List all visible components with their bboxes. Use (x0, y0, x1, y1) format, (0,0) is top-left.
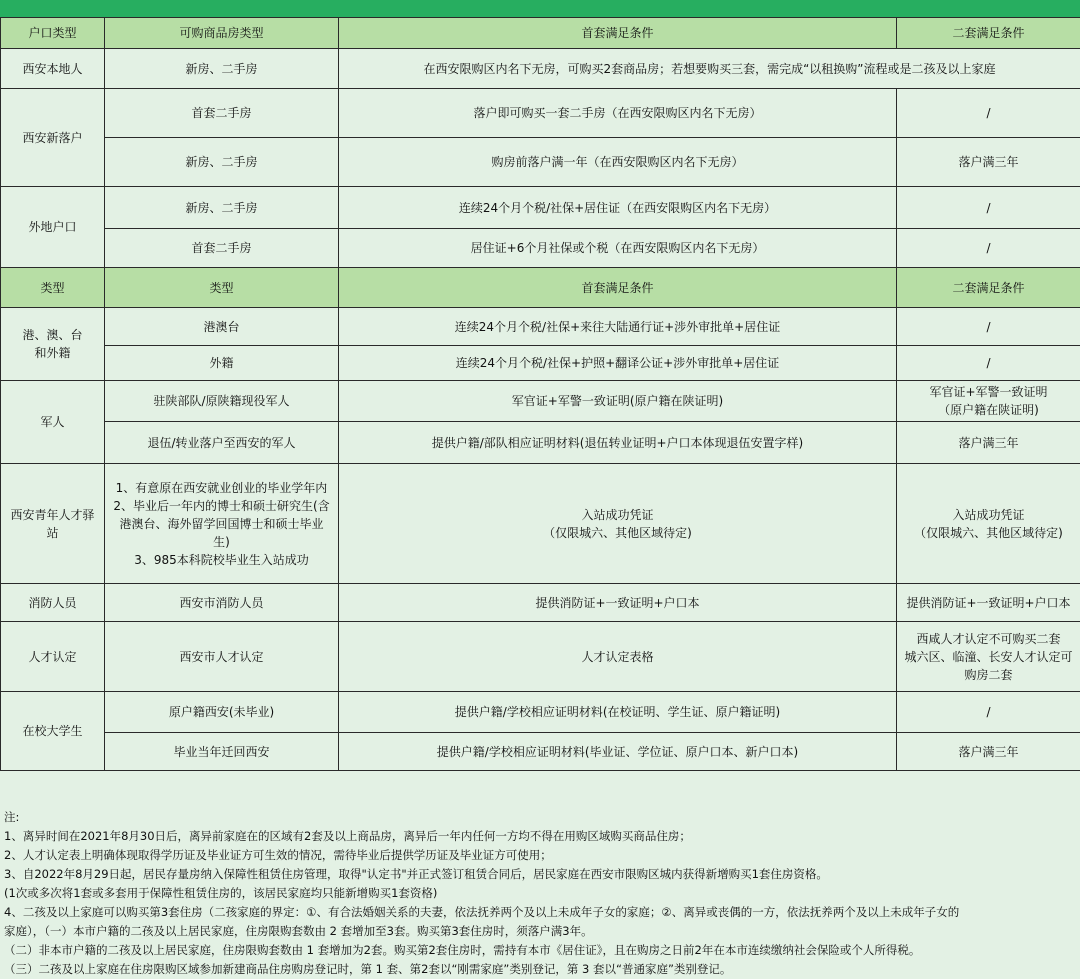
table-row (1, 308, 1080, 346)
header-cell: 户口类型 (1, 18, 105, 49)
note-line: 家庭），（一）本市户籍的二孩及以上居民家庭，住房限购套数由 2 套增加至3套。购买第3套住房时，须落户满3年。 (4, 922, 1076, 941)
second-condition-cell: 落户满三年 (897, 422, 1080, 464)
note-line: 2、人才认定表上明确体现取得学历证及毕业证方可生效的情况，需待毕业后提供学历证及毕业证方可使用； (4, 846, 1076, 865)
subtype-cell: 港澳台 (105, 308, 339, 346)
second-condition-cell: / (897, 308, 1080, 346)
first-condition-cell: 提供户籍/学校相应证明材料(毕业证、学位证、原户口本、新户口本) (339, 733, 897, 771)
note-line: 3、自2022年8月29日起，居民存量房纳入保障性租赁住房管理，取得"认定书"并正式签订租赁合同后，居民家庭在西安市限购区城内获得新增购买1套住房资格。 (4, 865, 1076, 884)
subtype-cell: 西安市人才认定 (105, 622, 339, 692)
table-subheader-row (1, 268, 1080, 308)
subtype-cell: 外籍 (105, 346, 339, 381)
note-line: （三）二孩及以上家庭在住房限购区域参加新建商品住房购房登记时，第 1 套、第2套以“刚需家庭”类别登记，第 3 套以“普通家庭”类别登记。 (4, 960, 1076, 979)
first-condition-cell: 提供户籍/部队相应证明材料(退伍转业证明+户口本体现退伍安置字样) (339, 422, 897, 464)
second-condition-cell: / (897, 187, 1080, 229)
table-row (1, 49, 1080, 89)
table-row (1, 584, 1080, 622)
second-condition-cell: / (897, 346, 1080, 381)
table-row (1, 692, 1080, 733)
condition-cell: 在西安限购区内名下无房，可购买2套商品房；若想要购买三套，需完成“以租换购”流程或是二孩及以上家庭 (339, 49, 1080, 89)
header-cell: 二套满足条件 (897, 268, 1080, 308)
header-cell: 可购商品房类型 (105, 18, 339, 49)
first-condition-cell: 连续24个月个税/社保+来往大陆通行证+涉外审批单+居住证 (339, 308, 897, 346)
second-condition-cell: 落户满三年 (897, 138, 1080, 187)
type-cell: 西安本地人 (1, 49, 105, 89)
first-condition-cell: 落户即可购买一套二手房（在西安限购区内名下无房） (339, 89, 897, 138)
header-cell: 二套满足条件 (897, 18, 1080, 49)
header-cell: 类型 (1, 268, 105, 308)
header-cell: 首套满足条件 (339, 18, 897, 49)
first-condition-cell: 购房前落户满一年（在西安限购区内名下无房） (339, 138, 897, 187)
note-line: (1次或多次将1套或多套用于保障性租赁住房的，该居民家庭均只能新增购买1套资格) (4, 884, 1076, 903)
note-line: （二）非本市户籍的二孩及以上居民家庭，住房限购套数由 1 套增加为2套。购买第2套住房时，需持有本市《居住证》，且在购房之日前2年在本市连续缴纳社会保险或个人所得税。 (4, 941, 1076, 960)
house-type-cell: 首套二手房 (105, 229, 339, 268)
table-row (1, 422, 1080, 464)
subtype-cell: 西安市消防人员 (105, 584, 339, 622)
second-condition-cell: 落户满三年 (897, 733, 1080, 771)
header-cell: 首套满足条件 (339, 268, 897, 308)
subtype-cell: 毕业当年迁回西安 (105, 733, 339, 771)
type-cell: 西安新落户 (1, 89, 105, 187)
second-condition-cell: 西咸人才认定不可购买二套 城六区、临潼、长安人才认定可 购房二套 (897, 622, 1080, 692)
house-type-cell: 新房、二手房 (105, 187, 339, 229)
notes-title: 注: (4, 808, 1076, 827)
first-condition-cell: 提供户籍/学校相应证明材料(在校证明、学生证、原户籍证明) (339, 692, 897, 733)
table-row (1, 187, 1080, 229)
type-cell: 军人 (1, 381, 105, 464)
subtype-cell: 原户籍西安(未毕业) (105, 692, 339, 733)
type-cell: 外地户口 (1, 187, 105, 268)
table-row (1, 381, 1080, 422)
second-condition-cell: 提供消防证+一致证明+户口本 (897, 584, 1080, 622)
notes-section (4, 808, 1076, 979)
table-header-row (1, 18, 1080, 49)
first-condition-cell: 连续24个月个税/社保+居住证（在西安限购区内名下无房） (339, 187, 897, 229)
first-condition-cell: 军官证+军警一致证明(原户籍在陕证明) (339, 381, 897, 422)
table-row (1, 622, 1080, 692)
table-row (1, 733, 1080, 771)
subtype-cell: 退伍/转业落户至西安的军人 (105, 422, 339, 464)
second-condition-cell: / (897, 692, 1080, 733)
first-condition-cell: 居住证+6个月社保或个税（在西安限购区内名下无房） (339, 229, 897, 268)
house-type-cell: 新房、二手房 (105, 49, 339, 89)
first-condition-cell: 入站成功凭证 （仅限城六、其他区域待定) (339, 464, 897, 584)
house-type-cell: 首套二手房 (105, 89, 339, 138)
note-line: 4、二孩及以上家庭可以购买第3套住房（二孩家庭的界定：①、有合法婚姻关系的夫妻，依法抚养两个及以上未成年子女的家庭；②、离异或丧偶的一方，依法抚养两个及以上未成年子女的 (4, 903, 1076, 922)
purchase-policy-table (0, 17, 1080, 771)
second-condition-cell: 军官证+军警一致证明 （原户籍在陕证明) (897, 381, 1080, 422)
subtype-cell: 1、有意原在西安就业创业的毕业学年内 2、毕业后一年内的博士和硕士研究生(含 港澳台、海外留学回国博士和硕士毕业 生) 3、985本科院校毕业生入站成功 (105, 464, 339, 584)
first-condition-cell: 提供消防证+一致证明+户口本 (339, 584, 897, 622)
note-line: 1、离异时间在2021年8月30日后，离异前家庭在的区域有2套及以上商品房，离异后一年内任何一方均不得在用购区域购买商品住房； (4, 827, 1076, 846)
subtype-cell: 驻陕部队/原陕籍现役军人 (105, 381, 339, 422)
type-cell: 消防人员 (1, 584, 105, 622)
type-cell: 西安青年人才驿 站 (1, 464, 105, 584)
type-cell: 在校大学生 (1, 692, 105, 771)
house-type-cell: 新房、二手房 (105, 138, 339, 187)
first-condition-cell: 人才认定表格 (339, 622, 897, 692)
second-condition-cell: 入站成功凭证 （仅限城六、其他区域待定) (897, 464, 1080, 584)
header-cell: 类型 (105, 268, 339, 308)
type-cell: 人才认定 (1, 622, 105, 692)
second-condition-cell: / (897, 229, 1080, 268)
table-row (1, 229, 1080, 268)
top-banner (0, 0, 1080, 17)
table-row (1, 89, 1080, 138)
table-row (1, 464, 1080, 584)
table-row (1, 346, 1080, 381)
first-condition-cell: 连续24个月个税/社保+护照+翻译公证+涉外审批单+居住证 (339, 346, 897, 381)
table-row (1, 138, 1080, 187)
second-condition-cell: / (897, 89, 1080, 138)
type-cell: 港、澳、台 和外籍 (1, 308, 105, 381)
